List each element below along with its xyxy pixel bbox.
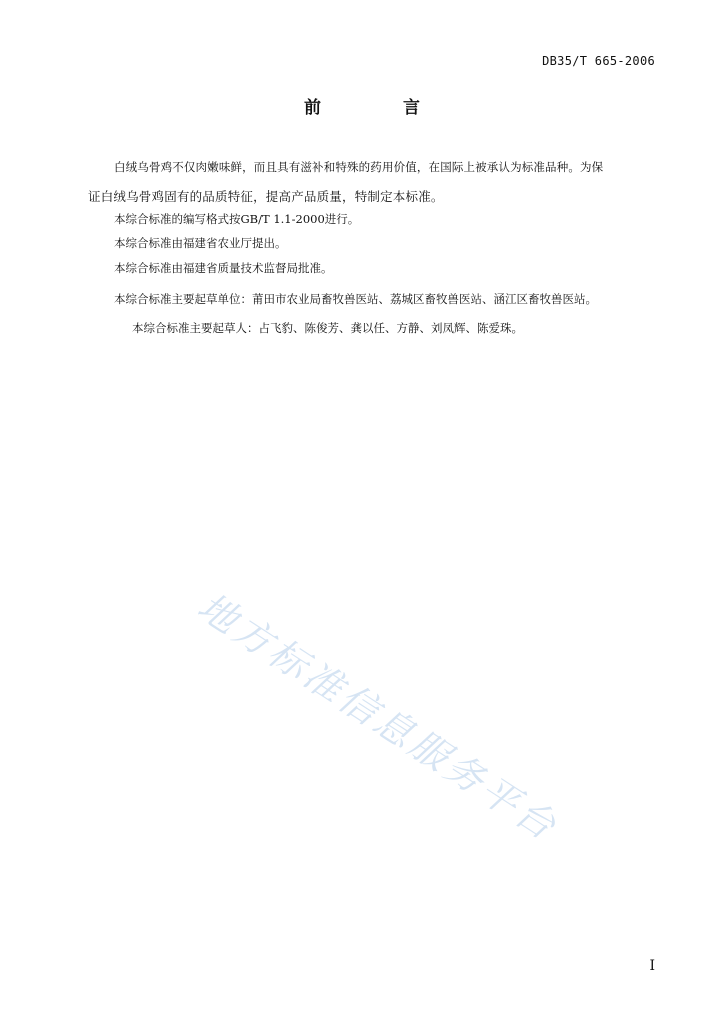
paragraph-approver: 本综合标准由福建省质量技术监督局批准。 [114, 261, 333, 275]
paragraph-proposer: 本综合标准由福建省农业厅提出。 [114, 236, 287, 250]
watermark: 地方标准信息服务平台 [189, 584, 567, 850]
standard-code: DB35/T 665-2006 [542, 54, 655, 68]
paragraph-intro-line1: 白绒乌骨鸡不仅肉嫩味鲜，而且具有滋补和特殊的药用价值，在国际上被承认为标准品种。为保 [114, 160, 604, 174]
page-title: 前 言 [304, 98, 458, 118]
page-number: I [649, 958, 655, 974]
paragraph-drafters: 本综合标准主要起草人：占飞豹、陈俊芳、龚以任、方静、刘凤辉、陈爱珠。 [132, 321, 523, 335]
paragraph-drafting-units: 本综合标准主要起草单位：莆田市农业局畜牧兽医站、荔城区畜牧兽医站、涵江区畜牧兽医站。 [114, 292, 597, 306]
paragraph-format: 本综合标准的编写格式按GB/T 1.1-2000进行。 [114, 212, 360, 226]
paragraph-intro-line2: 证白绒乌骨鸡固有的品质特征，提高产品质量，特制定本标准。 [88, 189, 444, 204]
